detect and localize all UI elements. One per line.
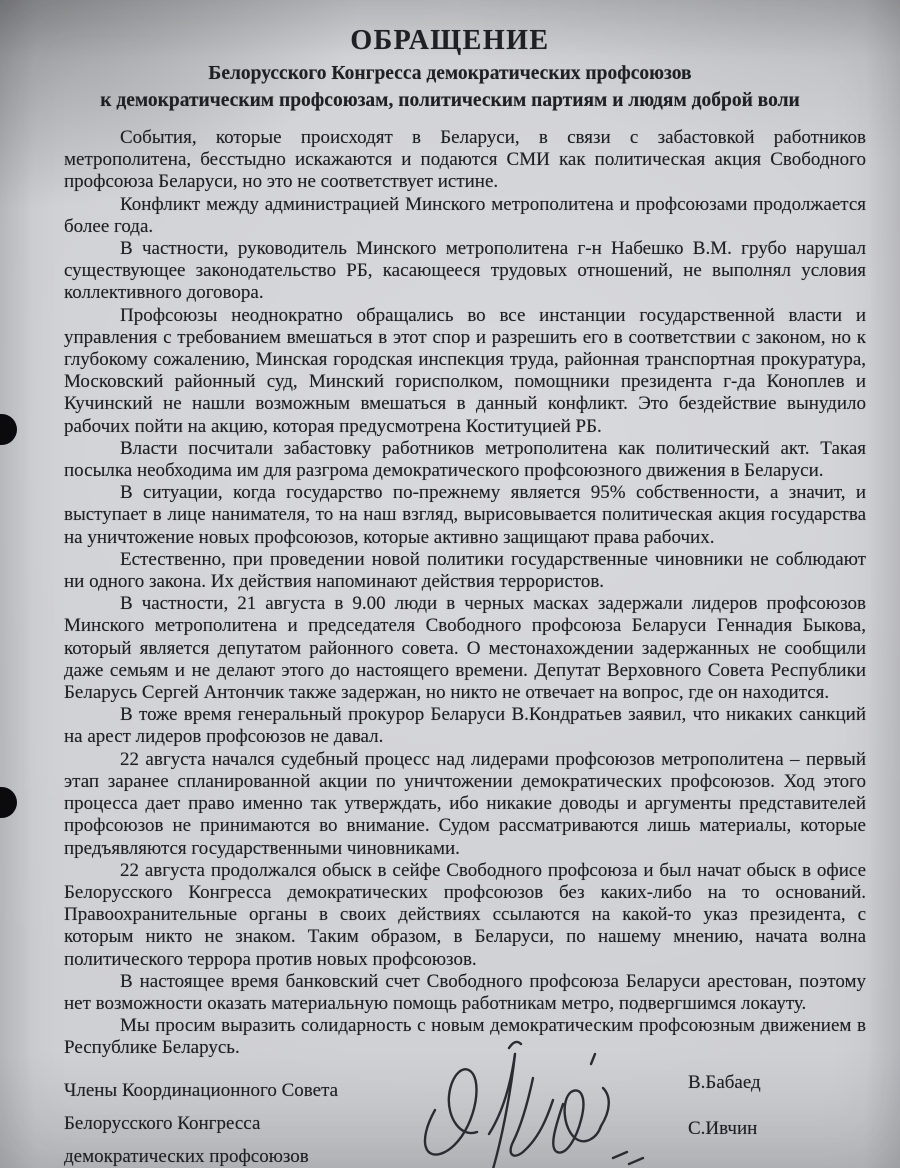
document-body bbox=[64, 127, 866, 1060]
hole-punch-mark-icon bbox=[0, 414, 17, 445]
paragraph: В ситуации, когда государство по-прежнему является 95% собственности, а значит, и выступает в лице нанимателя, то на наш взгляд, вырисовывается политическая акция государства на уничтожение новых профсоюзов, которые активно защищают права рабочих. bbox=[64, 482, 866, 548]
signatory-organization bbox=[64, 1074, 338, 1168]
signatory-org-line: демократических профсоюзов bbox=[64, 1145, 309, 1167]
signature-block bbox=[0, 1068, 900, 1168]
signatory-name: С.Ивчин bbox=[688, 1117, 758, 1139]
document-subtitle-line2: к демократическим профсоюзам, политическим партиям и людям доброй воли bbox=[100, 90, 800, 111]
paragraph: 22 августа продолжался обыск в сейфе Свободного профсоюза и был начат обыск в офисе Белорусского Конгресса демократических профсоюзов без каких-либо на то оснований. Правоохранительные органы в своих действиях ссылаются на какой-то указ президента, с которым никто не знаком. Таким образом, в Беларуси, по нашему мнению, начата волна политического террора против новых профсоюзов. bbox=[64, 859, 866, 970]
signatory-org-line: Члены Координационного Совета bbox=[64, 1079, 339, 1101]
paragraph: Мы просим выразить солидарность с новым демократическим профсоюзным движением в Республике Беларусь. bbox=[64, 1015, 866, 1059]
signatory-org-line: Белорусского Конгресса bbox=[64, 1112, 261, 1134]
handwritten-signature-icon bbox=[405, 1038, 645, 1168]
paragraph: Конфликт между администрацией Минского метрополитена и профсоюзами продолжается более года. bbox=[64, 193, 866, 237]
paragraph: 22 августа начался судебный процесс над лидерами профсоюзов метрополитена – первый этап заранее спланированной акции по уничтожении демократических профсоюзов. Ход этого процесса дает право именно так утверждать, ибо никакие доводы и аргументы представителей профсоюзов не принимаются во внимание. Судом рассматриваются лишь материалы, которые предъявляются государственными чиновниками. bbox=[64, 748, 866, 859]
document-subtitle-line1: Белорусского Конгресса демократических профсоюзов bbox=[208, 63, 692, 84]
hole-punch-mark-icon bbox=[0, 787, 17, 818]
document-title: ОБРАЩЕНИЕ bbox=[350, 25, 550, 56]
paragraph: В тоже время генеральный прокурор Беларуси В.Кондратьев заявил, что никаких санкций на арест лидеров профсоюзов не давал. bbox=[64, 704, 866, 748]
paragraph: В настоящее время банковский счет Свободного профсоюза Беларуси арестован, поэтому нет возможности оказать материальную помощь работникам метро, подвергшимся локауту. bbox=[64, 970, 866, 1014]
paragraph: В частности, руководитель Минского метрополитена г-н Набешко В.М. грубо нарушал существующее законодательство РБ, касающееся трудовых отношений, не выполнял условия коллективного договора. bbox=[64, 238, 866, 304]
paragraph: В частности, 21 августа в 9.00 люди в черных масках задержали лидеров профсоюзов Минского метрополитена и председателя Свободного профсоюза Беларуси Геннадия Быкова, который является депутатом районного совета. О местонахождении задержанных не сообщили даже семьям и не делают этого до настоящего времени. Депутат Верховного Совета Республики Беларусь Сергей Антончик также задержан, но никто не отвечает на вопрос, где он находится. bbox=[64, 593, 866, 704]
paragraph: Власти посчитали забастовку работников метрополитена как политический акт. Такая посылка необходима им для разгрома демократического профсоюзного движения в Беларуси. bbox=[64, 437, 866, 482]
paragraph: События, которые происходят в Беларуси, в связи с забастовкой работников метрополитена, бесстыдно искажаются и подаются СМИ как политическая акция Свободного профсоюза Беларуси, но это не соответствует истине. bbox=[64, 127, 866, 193]
paragraph: Естественно, при проведении новой политики государственные чиновники не соблюдают ни одного закона. Их действия напоминают действия террористов. bbox=[64, 548, 866, 593]
paragraph: Профсоюзы неоднократно обращались во все инстанции государственной власти и управления с требованием вмешаться в этот спор и разрешить его в соответствии с законом, но к глубокому сожалению, Минская городская инспекция труда, районная транспортная прокуратура, Московский районный суд, Минский горисполком, помощники президента г-да Коноплев и Кучинский не нашли возможным вмешаться в данный конфликт. Это бездействие вынудило рабочих пойти на акцию, которая предусмотрена Коституцией РБ. bbox=[64, 304, 866, 437]
signatory-name: В.Бабаед bbox=[688, 1071, 761, 1093]
